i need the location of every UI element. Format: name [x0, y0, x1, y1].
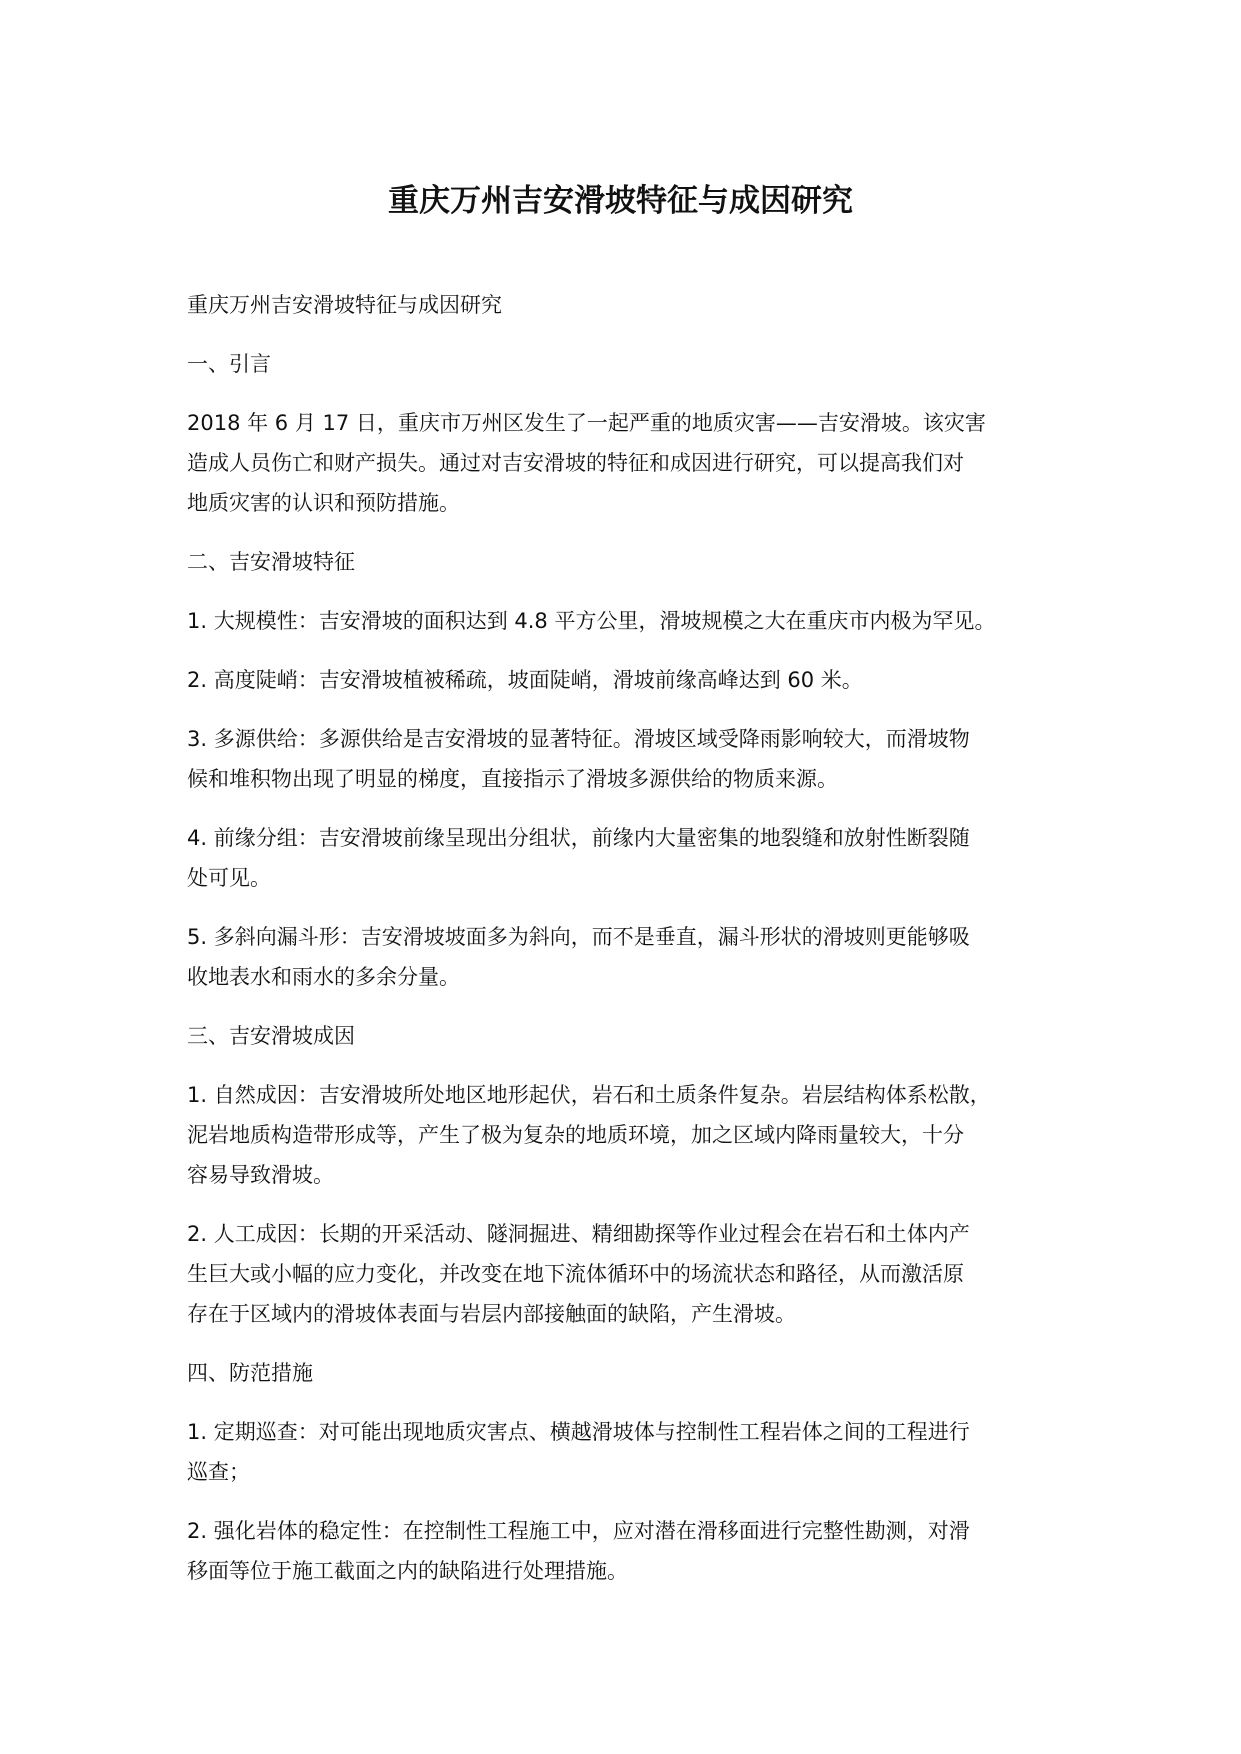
text-line: 二、吉安滑坡特征: [187, 550, 355, 574]
text-line: 1. 大规模性：吉安滑坡的面积达到 4.8 平方公里，滑坡规模之大在重庆市内极为罕见。: [187, 609, 996, 633]
text-line: 3. 多源供给：多源供给是吉安滑坡的显著特征。滑坡区域受降雨影响较大，而滑坡物: [187, 727, 970, 751]
feature-item-1: [187, 601, 1087, 641]
document-body: [187, 285, 1087, 1610]
section-heading-prevention: [187, 1353, 1087, 1393]
section-heading-intro: [187, 344, 1087, 384]
text-line: 2. 人工成因：长期的开采活动、隧洞掘进、精细勘探等作业过程会在岩石和土体内产: [187, 1222, 970, 1246]
text-line: 移面等位于施工截面之内的缺陷进行处理措施。: [187, 1559, 628, 1583]
text-line: 容易导致滑坡。: [187, 1163, 334, 1187]
text-line: 候和堆积物出现了明显的梯度，直接指示了滑坡多源供给的物质来源。: [187, 767, 838, 791]
text-line: 4. 前缘分组：吉安滑坡前缘呈现出分组状，前缘内大量密集的地裂缝和放射性断裂随: [187, 826, 970, 850]
section-heading-causes: [187, 1016, 1087, 1056]
text-line: 5. 多斜向漏斗形：吉安滑坡坡面多为斜向，而不是垂直，漏斗形状的滑坡则更能够吸: [187, 925, 970, 949]
text-line: 泥岩地质构造带形成等，产生了极为复杂的地质环境，加之区域内降雨量较大，十分: [187, 1123, 964, 1147]
feature-item-4: [187, 818, 1087, 898]
text-line: 三、吉安滑坡成因: [187, 1024, 355, 1048]
text-line: 2018 年 6 月 17 日，重庆市万州区发生了一起严重的地质灾害——吉安滑坡。该灾害: [187, 411, 986, 435]
text-line: 巡查；: [187, 1460, 250, 1484]
section-heading-features: [187, 542, 1087, 582]
feature-item-3: [187, 719, 1087, 799]
subtitle-paragraph: [187, 285, 1087, 325]
text-line: 1. 自然成因：吉安滑坡所处地区地形起伏，岩石和土质条件复杂。岩层结构体系松散，: [187, 1083, 991, 1107]
text-line: 2. 强化岩体的稳定性：在控制性工程施工中，应对潜在滑移面进行完整性勘测，对滑: [187, 1519, 970, 1543]
prevention-item-1: [187, 1412, 1087, 1492]
text-line: 存在于区域内的滑坡体表面与岩层内部接触面的缺陷，产生滑坡。: [187, 1302, 796, 1326]
text-line: 重庆万州吉安滑坡特征与成因研究: [187, 293, 502, 317]
text-line: 地质灾害的认识和预防措施。: [187, 491, 460, 515]
text-line: 四、防范措施: [187, 1361, 313, 1385]
intro-paragraph: [187, 403, 1087, 523]
cause-item-2: [187, 1214, 1087, 1334]
text-line: 1. 定期巡查：对可能出现地质灾害点、横越滑坡体与控制性工程岩体之间的工程进行: [187, 1420, 970, 1444]
document-title: 重庆万州吉安滑坡特征与成因研究: [388, 183, 853, 219]
text-line: 处可见。: [187, 866, 271, 890]
text-line: 一、引言: [187, 352, 271, 376]
prevention-item-2: [187, 1511, 1087, 1591]
text-line: 造成人员伤亡和财产损失。通过对吉安滑坡的特征和成因进行研究，可以提高我们对: [187, 451, 964, 475]
feature-item-2: [187, 660, 1087, 700]
feature-item-5: [187, 917, 1087, 997]
text-line: 生巨大或小幅的应力变化，并改变在地下流体循环中的场流状态和路径，从而激活原: [187, 1262, 964, 1286]
text-line: 收地表水和雨水的多余分量。: [187, 965, 460, 989]
cause-item-1: [187, 1075, 1087, 1195]
text-line: 2. 高度陡峭：吉安滑坡植被稀疏，坡面陡峭，滑坡前缘高峰达到 60 米。: [187, 668, 863, 692]
